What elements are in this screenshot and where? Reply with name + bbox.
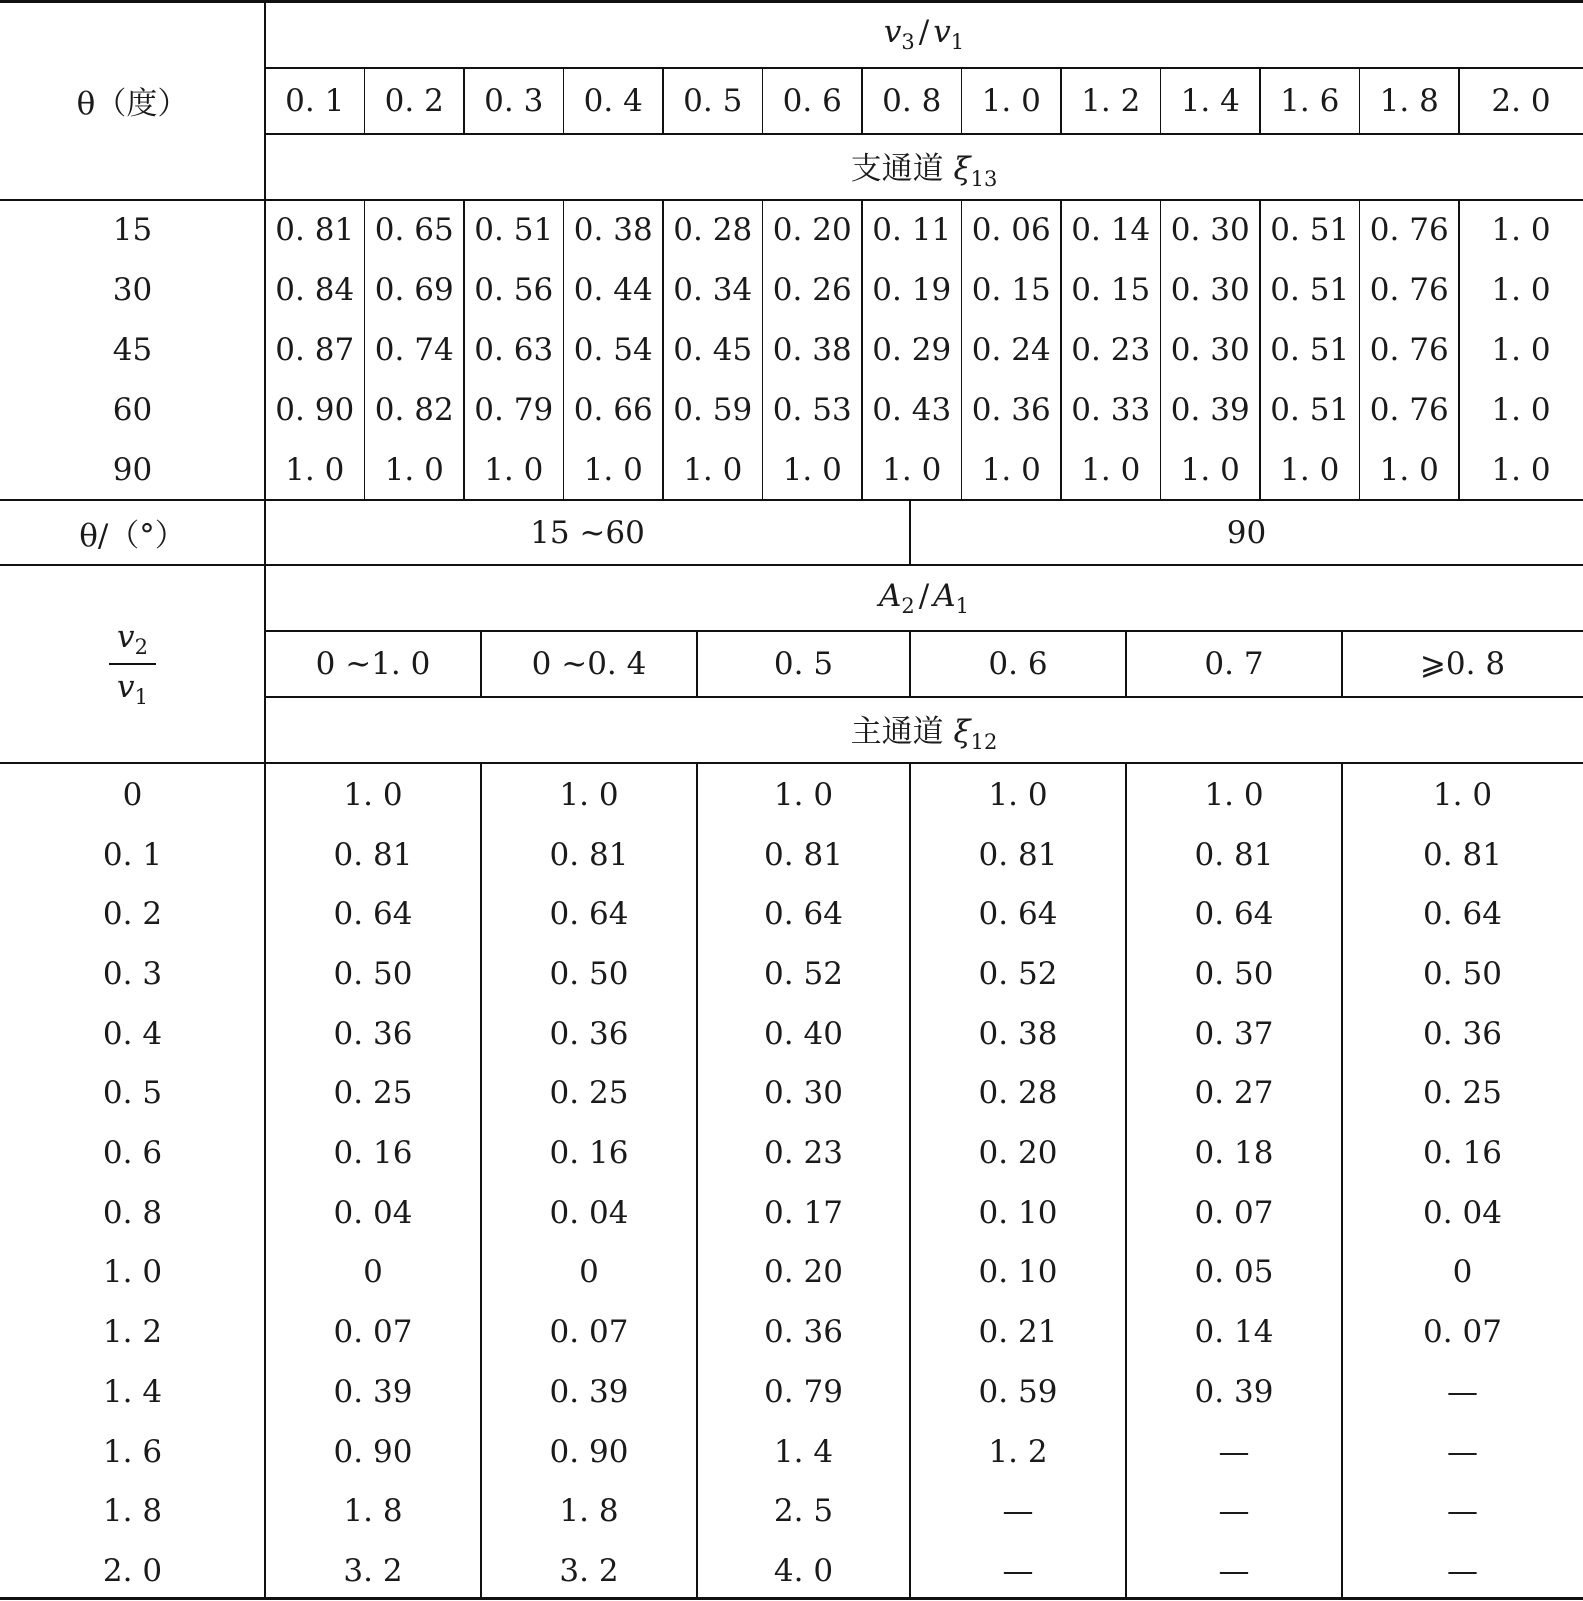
row-theta: 45 <box>112 332 153 368</box>
table-cell: 1. 0 <box>1491 332 1551 368</box>
table-cell: 0. 79 <box>474 392 554 428</box>
row-theta: 90 <box>112 452 153 488</box>
table-cell: 0. 84 <box>275 272 355 308</box>
table-cell: 0. 23 <box>764 1135 843 1172</box>
table-cell: 0. 50 <box>333 955 413 992</box>
table-cell: 0. 45 <box>673 332 753 368</box>
top-rule <box>0 0 1583 3</box>
column-divider <box>1341 630 1343 697</box>
table-cell: — <box>1002 1552 1034 1589</box>
table-cell: 0. 16 <box>549 1135 629 1172</box>
velocity-ratio-column-header: 1. 8 <box>1379 83 1439 119</box>
table-cell: 3. 2 <box>559 1552 619 1589</box>
table-cell: 0. 39 <box>549 1373 629 1410</box>
row-velocity-ratio: 0. 4 <box>102 1015 163 1052</box>
table-cell: 0. 20 <box>772 212 852 248</box>
table-cell: 0. 38 <box>772 332 852 368</box>
table-row <box>0 1243 1583 1303</box>
table-row <box>0 1422 1583 1482</box>
table-cell: 0. 51 <box>1270 272 1350 308</box>
table-cell: 0. 07 <box>1194 1194 1274 1231</box>
table-cell: 0. 90 <box>333 1433 413 1470</box>
table-cell: 1. 0 <box>988 776 1048 813</box>
row-velocity-ratio: 1. 0 <box>102 1254 163 1291</box>
table-cell: 1. 8 <box>343 1493 403 1530</box>
table-cell: 0. 30 <box>764 1075 843 1112</box>
table-cell: 0. 59 <box>978 1373 1058 1410</box>
column-divider <box>364 67 366 134</box>
table-cell: 0. 36 <box>971 392 1051 428</box>
table-cell: 0. 63 <box>474 332 554 368</box>
row-velocity-ratio: 1. 8 <box>102 1493 163 1530</box>
branch-coef-label: 支通道 $\xi_{13}$ <box>850 151 998 191</box>
table-cell: 0. 81 <box>275 212 355 248</box>
table-cell: 0. 38 <box>573 212 653 248</box>
theta-degree-label: θ（度） <box>76 85 189 122</box>
table-cell: 0. 10 <box>978 1254 1058 1291</box>
table-cell: 0. 81 <box>1194 836 1274 873</box>
table-cell: 0. 76 <box>1369 212 1449 248</box>
table-cell: 0. 26 <box>772 272 852 308</box>
table-cell: 0. 81 <box>1423 836 1502 873</box>
table-cell: 0. 69 <box>374 272 454 308</box>
row-velocity-ratio: 0. 8 <box>102 1194 163 1231</box>
column-divider <box>1060 67 1062 134</box>
column-divider <box>1359 199 1361 500</box>
table-cell: 0. 81 <box>333 836 413 873</box>
table-cell: 0. 76 <box>1369 272 1449 308</box>
table-row <box>0 1183 1583 1243</box>
table-cell: 0. 06 <box>971 212 1051 248</box>
velocity-ratio-column-header: 0. 3 <box>484 83 544 119</box>
table-cell: 0. 36 <box>764 1314 843 1351</box>
velocity-ratio-column-header: 2. 0 <box>1491 83 1551 119</box>
table-cell: 1. 0 <box>1081 452 1141 488</box>
table-cell: 0 <box>579 1254 599 1291</box>
table-cell: 0. 29 <box>872 332 952 368</box>
column-divider <box>861 67 863 134</box>
table-cell: 0. 51 <box>474 212 554 248</box>
table-cell: 1. 0 <box>384 452 444 488</box>
table-row <box>0 765 1583 825</box>
velocity-ratio-column-header: 0. 2 <box>384 83 444 119</box>
table-cell: 0. 04 <box>333 1194 413 1231</box>
table-cell: 0. 64 <box>549 896 629 933</box>
row-velocity-ratio: 1. 4 <box>102 1373 163 1410</box>
table-cell: 1. 0 <box>1432 776 1493 813</box>
table-row <box>0 260 1583 320</box>
table-cell: 0. 17 <box>764 1194 843 1231</box>
theta-degree-header <box>0 0 265 200</box>
a2-a1-label: $A_2 / A_1$ <box>879 578 969 618</box>
table-cell: 1. 0 <box>1491 212 1551 248</box>
table-row <box>0 1302 1583 1362</box>
table-cell: 0. 25 <box>333 1075 413 1112</box>
table-row <box>0 1362 1583 1422</box>
table-cell: 0. 54 <box>573 332 653 368</box>
area-ratio-column-header: ⩾0. 8 <box>1419 646 1506 682</box>
table-cell: 0. 81 <box>978 836 1058 873</box>
table-cell: 0. 65 <box>374 212 454 248</box>
column-divider <box>1458 199 1460 500</box>
table-cell: 0. 37 <box>1194 1015 1274 1052</box>
velocity-ratio-column-header: 0. 6 <box>782 83 842 119</box>
table-cell: 1. 0 <box>1180 452 1240 488</box>
column-divider <box>662 67 664 134</box>
fraction-numerator: $v_2$ <box>109 619 156 665</box>
table-cell: 1. 0 <box>343 776 403 813</box>
table-cell: — <box>1218 1493 1250 1530</box>
theta-range-a-text: 15 ~60 <box>530 514 645 551</box>
table-row <box>0 1123 1583 1183</box>
rule <box>0 199 1583 201</box>
table-cell: 0. 81 <box>549 836 629 873</box>
rule <box>265 696 1583 698</box>
table-cell: 0. 04 <box>549 1194 629 1231</box>
table-cell: 0. 38 <box>978 1015 1058 1052</box>
bottom-rule <box>0 1597 1583 1600</box>
table-cell: 0. 20 <box>978 1135 1058 1172</box>
table-row <box>0 1541 1583 1601</box>
table-cell: 0. 50 <box>549 955 629 992</box>
table-row <box>0 1481 1583 1541</box>
column-divider <box>961 199 963 500</box>
row-velocity-ratio: 0. 3 <box>102 955 163 992</box>
table-cell: 0. 52 <box>978 955 1058 992</box>
table-cell: 0. 90 <box>275 392 355 428</box>
table-cell: 0. 74 <box>374 332 454 368</box>
table-cell: 0. 82 <box>374 392 454 428</box>
row-velocity-ratio: 1. 6 <box>102 1433 163 1470</box>
row-velocity-ratio: 2. 0 <box>102 1552 163 1589</box>
table-cell: 0. 43 <box>872 392 952 428</box>
table-row <box>0 1004 1583 1064</box>
area-ratio-column-header: 0. 7 <box>1204 646 1264 682</box>
column-divider <box>563 199 565 500</box>
table-cell: 0. 16 <box>333 1135 413 1172</box>
table-cell: 1. 2 <box>988 1433 1048 1470</box>
table-row <box>0 440 1583 500</box>
table-row <box>0 1064 1583 1124</box>
table-cell: 0 <box>1452 1254 1473 1291</box>
table-cell: 0. 23 <box>1071 332 1151 368</box>
row-theta: 60 <box>112 392 153 428</box>
rule <box>0 762 1583 764</box>
table-row <box>0 825 1583 885</box>
table-cell: — <box>1447 1552 1478 1589</box>
table-cell: 0. 15 <box>971 272 1051 308</box>
table-cell: 3. 2 <box>343 1552 403 1589</box>
table-cell: 0. 90 <box>549 1433 629 1470</box>
column-divider <box>762 67 764 134</box>
table-cell: 0. 50 <box>1423 955 1502 992</box>
column-divider <box>1160 67 1162 134</box>
column-divider <box>696 762 698 1600</box>
table-cell: 0. 39 <box>333 1373 413 1410</box>
theta-range-b <box>910 500 1583 565</box>
table-cell: 1. 0 <box>1491 452 1551 488</box>
range-divider <box>909 499 911 565</box>
row-velocity-ratio: 0. 1 <box>102 836 163 873</box>
area-ratio-column-header: 0 ~1. 0 <box>315 646 431 682</box>
table-cell: 0. 36 <box>1423 1015 1502 1052</box>
table-cell: 0. 87 <box>275 332 355 368</box>
table-cell: 0. 79 <box>764 1373 843 1410</box>
velocity-ratio-column-header: 1. 2 <box>1081 83 1141 119</box>
area-ratio-column-header: 0 ~0. 4 <box>531 646 647 682</box>
column-divider <box>463 199 465 500</box>
table-cell: 0. 18 <box>1194 1135 1274 1172</box>
table-cell: 1. 8 <box>559 1493 619 1530</box>
row-velocity-ratio: 0. 6 <box>102 1135 163 1172</box>
table-row <box>0 884 1583 944</box>
table-cell: 0. 50 <box>1194 955 1274 992</box>
velocity-ratio-column-header: 0. 8 <box>882 83 942 119</box>
table-cell: 1. 0 <box>882 452 942 488</box>
column-divider <box>1458 67 1460 134</box>
theta-range-header <box>0 500 265 565</box>
theta-range-a <box>265 500 910 565</box>
theta-range-b-text: 90 <box>1226 514 1267 551</box>
column-divider <box>909 630 911 697</box>
table-cell: 0. 64 <box>333 896 413 933</box>
table-cell: 0. 36 <box>549 1015 629 1052</box>
column-divider <box>480 762 482 1600</box>
table-cell: 0. 39 <box>1194 1373 1274 1410</box>
column-divider <box>909 762 911 1600</box>
table-cell: 1. 0 <box>1379 452 1439 488</box>
velocity-ratio-column-header: 0. 5 <box>683 83 743 119</box>
table-row <box>0 320 1583 380</box>
table-cell: 0. 36 <box>333 1015 413 1052</box>
stub-divider <box>264 0 266 1600</box>
table-cell: 0. 34 <box>673 272 753 308</box>
table-cell: 0. 30 <box>1170 212 1250 248</box>
column-divider <box>1060 199 1062 500</box>
table-cell: 2. 5 <box>773 1493 834 1530</box>
table-cell: 0. 07 <box>549 1314 629 1351</box>
table-cell: 0. 30 <box>1170 272 1250 308</box>
velocity-ratio-column-header: 1. 4 <box>1180 83 1240 119</box>
table-cell: 1. 0 <box>1280 452 1340 488</box>
rule <box>265 630 1583 632</box>
rule <box>0 564 1583 566</box>
velocity-ratio-column-header: 1. 0 <box>981 83 1041 119</box>
table-cell: 0. 64 <box>764 896 843 933</box>
table-cell: 0. 39 <box>1170 392 1250 428</box>
table-cell: 0. 10 <box>978 1194 1058 1231</box>
area-ratio-column-header: 0. 6 <box>988 646 1048 682</box>
table-cell: 1. 0 <box>583 452 643 488</box>
column-divider <box>1160 199 1162 500</box>
column-divider <box>1259 67 1261 134</box>
table-cell: 1. 0 <box>773 776 834 813</box>
table-cell: 0. 16 <box>1423 1135 1502 1172</box>
column-divider <box>861 199 863 500</box>
main-coef-label: 主通道 $\xi_{12}$ <box>850 714 998 754</box>
table-cell: 0. 64 <box>1423 896 1502 933</box>
velocity-ratio-column-header: 1. 6 <box>1280 83 1340 119</box>
table-cell: — <box>1218 1552 1250 1589</box>
column-divider <box>762 199 764 500</box>
column-divider <box>364 199 366 500</box>
velocity-ratio-column-header: 0. 4 <box>583 83 643 119</box>
table-cell: 0. 20 <box>764 1254 843 1291</box>
table-cell: 1. 0 <box>559 776 619 813</box>
table-cell: 0. 25 <box>1423 1075 1502 1112</box>
table-cell: 0. 27 <box>1194 1075 1274 1112</box>
table-cell: 0. 51 <box>1270 212 1350 248</box>
column-divider <box>961 67 963 134</box>
table-cell: 0. 14 <box>1071 212 1151 248</box>
column-divider <box>1359 67 1361 134</box>
table-cell: 0. 76 <box>1369 332 1449 368</box>
row-velocity-ratio: 0. 2 <box>102 896 163 933</box>
table-cell: 4. 0 <box>773 1552 834 1589</box>
table-cell: 0. 76 <box>1369 392 1449 428</box>
table-cell: 0. 30 <box>1170 332 1250 368</box>
column-divider <box>563 67 565 134</box>
v2-v1-header <box>0 565 265 763</box>
v3-v1-label: $v_3 / v_1$ <box>883 14 965 54</box>
table-cell: 0. 44 <box>573 272 653 308</box>
table-cell: 0. 24 <box>971 332 1051 368</box>
table-cell: 1. 0 <box>484 452 544 488</box>
table-cell: 0. 21 <box>978 1314 1058 1351</box>
table-cell: 0. 59 <box>673 392 753 428</box>
table-cell: 0. 04 <box>1423 1194 1502 1231</box>
table-cell: 1. 0 <box>1204 776 1264 813</box>
table-cell: 1. 0 <box>683 452 743 488</box>
table-cell: 1. 0 <box>285 452 345 488</box>
column-divider <box>1259 199 1261 500</box>
table-cell: — <box>1002 1493 1034 1530</box>
column-divider <box>463 67 465 134</box>
table-row <box>0 200 1583 260</box>
table-cell: 0. 07 <box>1423 1314 1502 1351</box>
table-cell: 0. 33 <box>1071 392 1151 428</box>
table-cell: — <box>1447 1433 1478 1470</box>
table-cell: 0. 40 <box>764 1015 843 1052</box>
table-cell: 0. 28 <box>673 212 753 248</box>
table-cell: 0 <box>363 1254 383 1291</box>
row-theta: 30 <box>112 272 153 308</box>
column-divider <box>480 630 482 697</box>
column-divider <box>1341 762 1343 1600</box>
table-cell: 0. 25 <box>549 1075 629 1112</box>
table-cell: 0. 11 <box>872 212 952 248</box>
table-cell: 0. 19 <box>872 272 952 308</box>
velocity-ratio-column-header: 0. 1 <box>285 83 345 119</box>
row-velocity-ratio: 1. 2 <box>102 1314 163 1351</box>
table-cell: 0. 28 <box>978 1075 1058 1112</box>
table-cell: 1. 0 <box>1491 272 1551 308</box>
column-divider <box>662 199 664 500</box>
table-cell: 0. 52 <box>764 955 843 992</box>
area-ratio-header <box>265 565 1583 631</box>
table-cell: 1. 4 <box>773 1433 834 1470</box>
fraction-denominator: $v_1$ <box>117 669 148 709</box>
table-cell: — <box>1218 1433 1250 1470</box>
table-cell: 0. 05 <box>1194 1254 1274 1291</box>
column-divider <box>696 630 698 697</box>
table-cell: 0. 66 <box>573 392 653 428</box>
table-row <box>0 380 1583 440</box>
row-velocity-ratio: 0. 5 <box>102 1075 163 1112</box>
table-row <box>0 944 1583 1004</box>
area-ratio-column-header: 0. 5 <box>773 646 834 682</box>
column-divider <box>1125 630 1127 697</box>
table-cell: 1. 0 <box>782 452 842 488</box>
main-coef-header <box>265 697 1583 763</box>
table-cell: 0. 51 <box>1270 392 1350 428</box>
table-cell: — <box>1447 1493 1478 1530</box>
theta-range-label: θ/（°） <box>79 518 186 554</box>
table-cell: 0. 15 <box>1071 272 1151 308</box>
table-cell: 0. 14 <box>1194 1314 1274 1351</box>
table-cell: 0. 51 <box>1270 332 1350 368</box>
column-divider <box>1125 762 1127 1600</box>
table-cell: 0. 64 <box>978 896 1058 933</box>
table-cell: 0. 81 <box>764 836 843 873</box>
table-cell: 0. 07 <box>333 1314 413 1351</box>
table-cell: 0. 53 <box>772 392 852 428</box>
table-cell: 1. 0 <box>1491 392 1551 428</box>
v2-over-v1-fraction <box>109 619 156 709</box>
velocity-ratio-header <box>265 0 1583 68</box>
table-cell: 1. 0 <box>981 452 1041 488</box>
rule <box>0 499 1583 501</box>
table-cell: — <box>1447 1373 1478 1410</box>
table-cell: 0. 64 <box>1194 896 1274 933</box>
table-cell: 0. 56 <box>474 272 554 308</box>
row-velocity-ratio: 0 <box>122 776 143 813</box>
branch-coef-header <box>265 134 1583 200</box>
row-theta: 15 <box>112 212 153 248</box>
